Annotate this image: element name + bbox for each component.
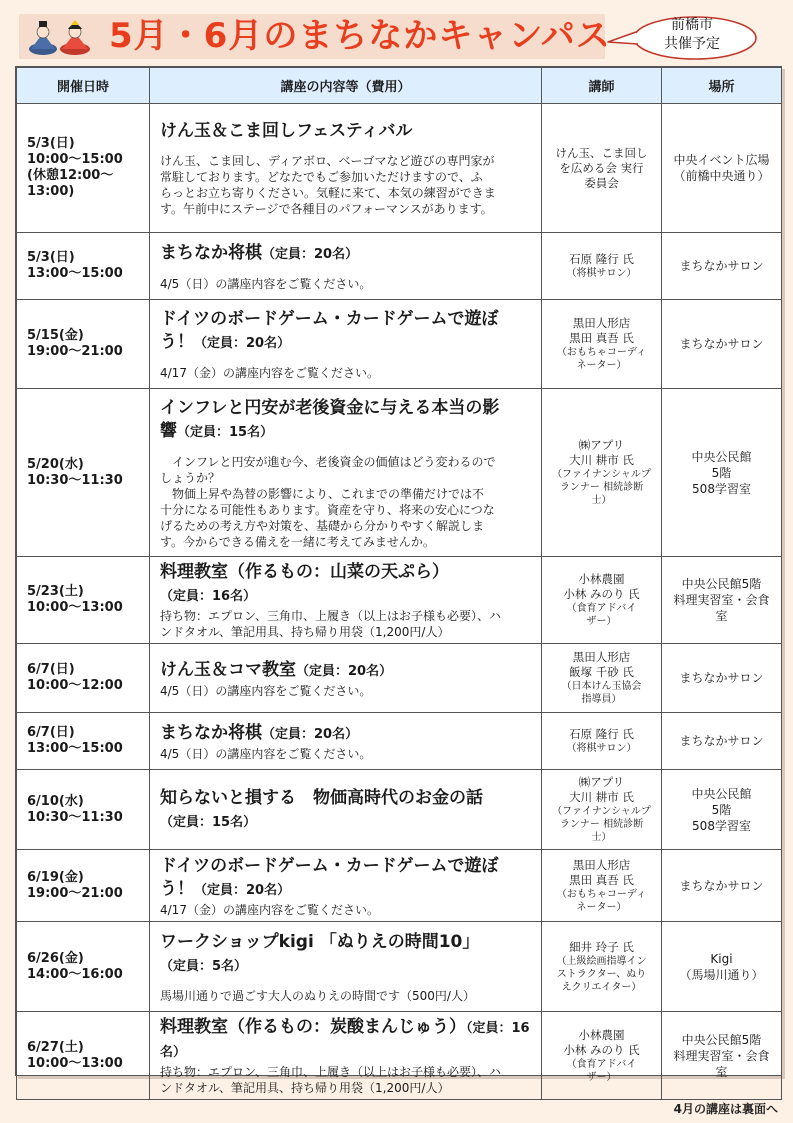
- event-place: まちなかサロン: [662, 850, 782, 922]
- event-date: 6/26(金) 14:00～16:00: [17, 922, 150, 1012]
- event-description: 持ち物：エプロン、三角巾、上履き（以上はお子様も必要）、ハ ンドタオル、筆記用具、持ち帰り用袋（1,200円/人）: [160, 1065, 502, 1095]
- event-lecturer: 石原 隆行 氏 （将棋サロン）: [542, 713, 662, 770]
- event-lecturer: 小林農園 小林 みのり 氏 （食育アドバイ ザー）: [542, 557, 662, 644]
- event-date: 5/3(日) 13:00～15:00: [17, 233, 150, 300]
- event-content: [150, 770, 542, 850]
- event-content: [150, 922, 542, 1012]
- table-row: [17, 557, 782, 644]
- event-place: まちなかサロン: [662, 300, 782, 389]
- event-capacity: （定員：15名）: [160, 814, 257, 830]
- event-title: ドイツのボードゲーム・カードゲームで遊ぼ う！（定員：20名）: [160, 309, 499, 352]
- event-place: まちなかサロン: [662, 713, 782, 770]
- event-capacity: （定員：16名）: [160, 589, 257, 604]
- hina-dolls-icon: [25, 19, 95, 55]
- event-content: [150, 557, 542, 644]
- event-capacity: （定員：20名）: [296, 663, 393, 679]
- event-capacity: （定員：20名）: [194, 882, 291, 898]
- event-title: まちなか将棋（定員：20名）: [160, 242, 359, 263]
- event-content: [150, 104, 542, 233]
- column-header-lecturer: 講師: [542, 68, 662, 104]
- event-capacity: （定員：20名）: [262, 246, 359, 262]
- event-description: 4/17（金）の講座内容をご覧ください。: [160, 902, 379, 917]
- event-title: ワークショップkigi 「ぬりえの時間10」: [160, 931, 480, 952]
- event-content: [150, 1012, 542, 1100]
- table-row: [17, 104, 782, 233]
- event-description: 4/17（金）の講座内容をご覧ください。: [160, 366, 379, 380]
- column-header-content: 講座の内容等（費用）: [150, 68, 542, 104]
- event-lecturer: 小林農園 小林 みのり 氏 （食育アドバイ ザー）: [542, 1012, 662, 1100]
- event-description: 4/5（日）の講座内容をご覧ください。: [160, 683, 372, 698]
- page-title: 5月・6月のまちなかキャンパス: [109, 16, 611, 56]
- event-place: まちなかサロン: [662, 233, 782, 300]
- table-row: [17, 389, 782, 557]
- event-lecturer: 黒田人形店 黒田 真吾 氏 （おもちゃコーディ ネーター）: [542, 300, 662, 389]
- event-content: [150, 850, 542, 922]
- event-content: [150, 300, 542, 389]
- event-title: けん玉＆コマ教室（定員：20名）: [160, 659, 393, 680]
- event-date: 6/27(土) 10:00～13:00: [17, 1012, 150, 1100]
- table-row: [17, 850, 782, 922]
- event-place: 中央公民館 5階 508学習室: [662, 770, 782, 850]
- event-date: 6/7(日) 13:00～15:00: [17, 713, 150, 770]
- event-title: 料理教室（作るもの：山菜の天ぷら）（定員：16名）: [160, 562, 449, 604]
- event-capacity: （定員：20名）: [262, 726, 359, 742]
- table-header-row: [17, 68, 782, 104]
- event-description: 4/5（日）の講座内容をご覧ください。: [160, 276, 372, 291]
- event-lecturer: 黒田人形店 飯塚 千砂 氏 （日本けん玉協会 指導員）: [542, 644, 662, 713]
- table-row: [17, 233, 782, 300]
- event-capacity: （定員：20名）: [194, 336, 291, 351]
- event-description: けん玉、こま回し、ディアボロ、ベーゴマなど遊びの専門家が 常駐しております。どなたでもご参加いただけますので、ふ らっとお立ち寄りください。気軽に来て、本気の練習ができま す。午前中にステージで各種目のパフォーマンスがあります。: [160, 154, 496, 216]
- event-capacity: （定員：5名）: [160, 958, 248, 974]
- event-date: 6/19(金) 19:00～21:00: [17, 850, 150, 922]
- event-title: まちなか将棋（定員：20名）: [160, 722, 359, 743]
- table-row: [17, 770, 782, 850]
- event-date: 5/15(金) 19:00～21:00: [17, 300, 150, 389]
- event-title: 料理教室（作るもの：炭酸まんじゅう）（定員：16名）: [160, 1017, 530, 1060]
- table-row: [17, 1012, 782, 1100]
- event-date: 5/23(土) 10:00～13:00: [17, 557, 150, 644]
- event-content: [150, 233, 542, 300]
- table-row: [17, 300, 782, 389]
- event-description: 持ち物：エプロン、三角巾、上履き（以上はお子様も必要）、ハ ンドタオル、筆記用具、持ち帰り用袋（1,200円/人）: [160, 609, 502, 639]
- event-lecturer: ㈱アプリ 大川 耕市 氏 （ファイナンシャルプ ランナー 相続診断 士）: [542, 770, 662, 850]
- event-description: 4/5（日）の講座内容をご覧ください。: [160, 746, 372, 761]
- event-content: [150, 389, 542, 557]
- event-capacity: （定員：16名）: [160, 1021, 530, 1060]
- event-date: 5/20(水) 10:30～11:30: [17, 389, 150, 557]
- event-date: 6/7(日) 10:00～12:00: [17, 644, 150, 713]
- event-lecturer: 石原 隆行 氏 （将棋サロン）: [542, 233, 662, 300]
- event-title: 知らないと損する 物価高時代のお金の話: [160, 787, 483, 808]
- event-content: [150, 713, 542, 770]
- event-lecturer: ㈱アプリ 大川 耕市 氏 （ファイナンシャルプ ランナー 相続診断 士）: [542, 389, 662, 557]
- event-lecturer: 細井 玲子 氏 （上級絵画指導イン ストラクター、ぬり えクリエイター）: [542, 922, 662, 1012]
- event-lecturer: けん玉、こま回し を広める会 実行 委員会: [542, 104, 662, 233]
- event-title: けん玉＆こま回しフェスティバル: [160, 121, 413, 141]
- event-title: ドイツのボードゲーム・カードゲームで遊ぼ う！（定員：20名）: [160, 855, 499, 899]
- table-row: [17, 713, 782, 770]
- event-place: まちなかサロン: [662, 644, 782, 713]
- event-place: 中央公民館5階 料理実習室・会食 室: [662, 557, 782, 644]
- event-description: 馬場川通りで過ごす大人のぬりえの時間です（500円/人）: [160, 988, 475, 1003]
- co-host-note: 前橋市 共催予定: [664, 17, 720, 52]
- table-row: [17, 644, 782, 713]
- event-description: インフレと円安が進む今、老後資金の価値はどう変わるので しょうか？ 物価上昇や為替の影響により、これまでの準備だけでは不 十分になる可能性もあります。資産を守り、将来の安心につな げるための考え方や対策を、基礎から分かりやすく解説しま す。今からできる備えを一緒に考えてみませんか。: [160, 454, 496, 549]
- schedule-table: [15, 66, 782, 1095]
- event-place: 中央公民館 5階 508学習室: [662, 389, 782, 557]
- column-header-place: 場所: [662, 68, 782, 104]
- event-place: Kigi （馬場川通り）: [662, 922, 782, 1012]
- event-date: 6/10(水) 10:30～11:30: [17, 770, 150, 850]
- table-row: [17, 922, 782, 1012]
- event-title: インフレと円安が老後資金に与える本当の影 響（定員：15名）: [160, 397, 500, 441]
- column-header-date: 開催日時: [17, 68, 150, 104]
- footer-note: 4月の講座は裏面へ: [673, 1102, 778, 1116]
- title-banner: [19, 14, 611, 59]
- event-content: [150, 644, 542, 713]
- event-lecturer: 黒田人形店 黒田 真吾 氏 （おもちゃコーディ ネーター）: [542, 850, 662, 922]
- event-capacity: （定員：15名）: [177, 424, 274, 440]
- event-place: 中央公民館5階 料理実習室・会食 室: [662, 1012, 782, 1100]
- event-date: 5/3(日) 10:00～15:00 (休憩12:00～ 13:00): [17, 104, 150, 233]
- event-place: 中央イベント広場 （前橋中央通り）: [662, 104, 782, 233]
